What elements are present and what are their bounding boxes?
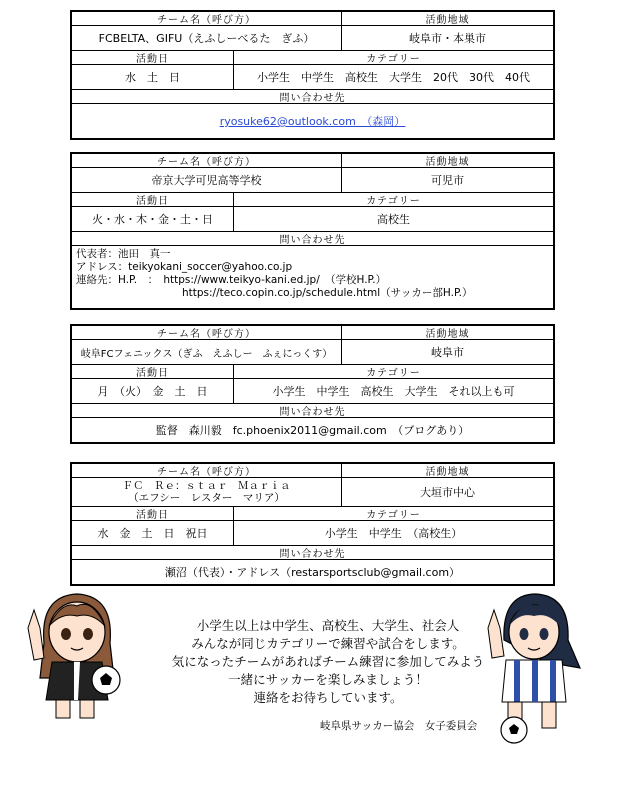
team-days: 水 金 土 日 祝日	[72, 521, 234, 545]
team-name-header: チーム名（呼び方）	[72, 12, 342, 25]
team-name-header: チーム名（呼び方）	[72, 326, 342, 339]
invitation-message	[118, 617, 538, 707]
message-line-4: 一緒にサッカーを楽しみましょう！	[228, 672, 428, 687]
contact-school-hp[interactable]: 連絡先：H.P. ： https://www.teikyo-kani.ed.jp/ （学校H.P.）	[76, 274, 387, 286]
team-name: 岐阜FCフェニックス（ぎふ えふしー ふぇにっくす）	[72, 340, 342, 364]
team-name-header: チーム名（呼び方）	[72, 464, 342, 477]
days-header: 活動日	[72, 51, 234, 64]
team-contact	[72, 104, 553, 138]
message-line-3: 気になったチームがあればチーム練習に参加してみよう	[171, 654, 485, 669]
team-category: 小学生 中学生 （高校生）	[324, 527, 463, 540]
contact-header: 問い合わせ先	[279, 93, 346, 103]
area-header: 活動地域	[425, 467, 470, 477]
team-card-1	[70, 10, 555, 140]
team-area: 岐阜市	[431, 346, 464, 359]
days-header: 活動日	[72, 365, 234, 378]
team-category: 小学生 中学生 高校生 大学生 それ以上も可	[272, 385, 515, 398]
team-name-line2: （エフシー レスター マリア）	[128, 492, 285, 504]
team-area: 岐阜市・本巣市	[409, 32, 486, 45]
team-card-4	[70, 462, 555, 586]
contact-header: 問い合わせ先	[279, 549, 346, 559]
days-header: 活動日	[72, 507, 234, 520]
category-header: カテゴリー	[366, 510, 421, 520]
team-area: 可児市	[431, 174, 464, 187]
area-header: 活動地域	[425, 329, 470, 339]
team-name	[72, 478, 342, 506]
contact-header: 問い合わせ先	[279, 407, 346, 417]
contact-club-hp[interactable]: https://teco.copin.co.jp/schedule.html（サッカー部H.P.）	[182, 287, 473, 299]
team-days: 火・水・木・金・土・日	[72, 207, 234, 231]
team-name-line1: ＦＣ Ｒｅ：ｓｔａｒ Ｍａｒｉａ	[122, 480, 291, 492]
team-category: 小学生 中学生 高校生 大学生 20代 30代 40代	[257, 71, 530, 84]
team-days: 水 土 日	[72, 65, 234, 89]
team-category: 高校生	[377, 213, 410, 226]
team-name-header: チーム名（呼び方）	[72, 154, 342, 167]
team-contact	[72, 246, 553, 308]
team-contact: 監督 森川毅 fc.phoenix2011@gmail.com （ブログあり）	[155, 424, 470, 437]
team-card-2	[70, 152, 555, 310]
area-header: 活動地域	[425, 157, 470, 167]
category-header: カテゴリー	[366, 54, 421, 64]
contact-header: 問い合わせ先	[279, 235, 346, 245]
team-name: FCBELTA、GIFU（えふしーべるた ぎふ）	[72, 26, 342, 50]
message-line-1: 小学生以上は中学生、高校生、大学生、社会人	[196, 618, 460, 633]
team-area: 大垣市中心	[420, 486, 475, 499]
team-name: 帝京大学可児高等学校	[72, 168, 342, 192]
message-line-2: みんなが同じカテゴリーで練習や試合をします。	[191, 636, 465, 651]
message-line-5: 連絡をお待ちしています。	[253, 690, 403, 705]
girl-player-right-illustration	[484, 590, 584, 745]
contact-address: アドレス：teikyokani_soccer@yahoo.co.jp	[76, 261, 293, 273]
category-header: カテゴリー	[366, 196, 421, 206]
area-header: 活動地域	[425, 15, 470, 25]
contact-email-link[interactable]: ryosuke62@outlook.com （森岡）	[219, 115, 406, 128]
contact-representative: 代表者：池田 真一	[76, 248, 171, 260]
category-header: カテゴリー	[366, 368, 421, 378]
team-days: 月 （火） 金 土 日	[72, 379, 234, 403]
team-contact: 瀬沼（代表）・アドレス（restarsportsclub@gmail.com）	[164, 566, 461, 579]
girl-player-left-illustration	[22, 588, 132, 723]
team-card-3	[70, 324, 555, 444]
days-header: 活動日	[72, 193, 234, 206]
signature: 岐阜県サッカー協会 女子委員会	[320, 720, 478, 732]
